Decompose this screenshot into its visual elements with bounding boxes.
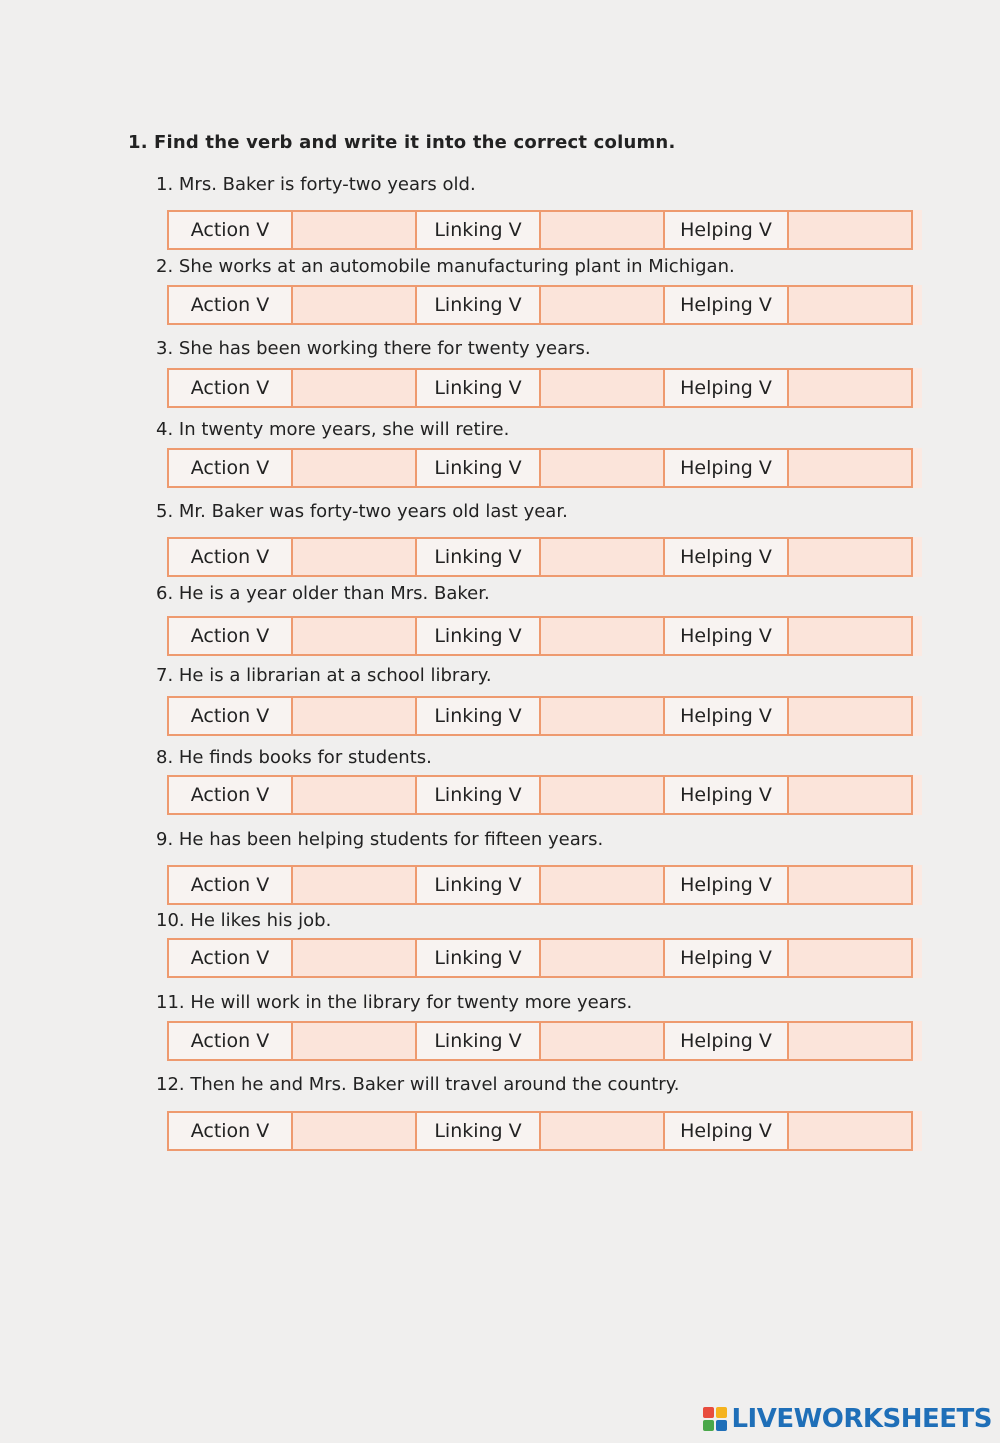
action-verb-answer-box[interactable] [291,368,417,408]
action-verb-label: Action V [167,448,293,488]
helping-verb-label: Helping V [663,448,789,488]
answer-row [167,368,922,408]
exercise-sentence: 4. In twenty more years, she will retire. [156,419,510,440]
linking-verb-label: Linking V [415,1021,541,1061]
helping-verb-label: Helping V [663,865,789,905]
logo-text: LIVEWORKSHEETS [731,1404,992,1434]
action-verb-answer-box[interactable] [291,210,417,250]
action-verb-label: Action V [167,616,293,656]
exercise-sentence: 2. She works at an automobile manufacturing plant in Michigan. [156,256,735,277]
linking-verb-label: Linking V [415,210,541,250]
action-verb-label: Action V [167,865,293,905]
exercise-sentence: 5. Mr. Baker was forty-two years old last year. [156,501,568,522]
helping-verb-label: Helping V [663,616,789,656]
linking-verb-label: Linking V [415,938,541,978]
linking-verb-answer-box[interactable] [539,1111,665,1151]
helping-verb-label: Helping V [663,1021,789,1061]
instruction-text: Find the verb and write it into the correct column. [154,132,676,153]
action-verb-label: Action V [167,775,293,815]
answer-row [167,537,922,577]
action-verb-answer-box[interactable] [291,938,417,978]
linking-verb-label: Linking V [415,616,541,656]
linking-verb-answer-box[interactable] [539,938,665,978]
exercise-sentence: 8. He finds books for students. [156,747,432,768]
helping-verb-answer-box[interactable] [787,865,913,905]
answer-row [167,696,922,736]
exercise-sentence: 3. She has been working there for twenty years. [156,338,591,359]
linking-verb-answer-box[interactable] [539,865,665,905]
helping-verb-label: Helping V [663,368,789,408]
answer-row [167,865,922,905]
action-verb-label: Action V [167,1021,293,1061]
action-verb-label: Action V [167,210,293,250]
exercise-sentence: 11. He will work in the library for twenty more years. [156,992,633,1013]
exercise-sentence: 10. He likes his job. [156,910,332,931]
action-verb-answer-box[interactable] [291,537,417,577]
helping-verb-answer-box[interactable] [787,1021,913,1061]
answer-row [167,448,922,488]
linking-verb-label: Linking V [415,285,541,325]
exercise-sentence: 9. He has been helping students for fifteen years. [156,829,604,850]
action-verb-label: Action V [167,537,293,577]
answer-row [167,616,922,656]
action-verb-answer-box[interactable] [291,865,417,905]
linking-verb-answer-box[interactable] [539,368,665,408]
linking-verb-label: Linking V [415,1111,541,1151]
linking-verb-answer-box[interactable] [539,1021,665,1061]
helping-verb-label: Helping V [663,537,789,577]
action-verb-answer-box[interactable] [291,775,417,815]
action-verb-answer-box[interactable] [291,1111,417,1151]
action-verb-answer-box[interactable] [291,1021,417,1061]
linking-verb-label: Linking V [415,775,541,815]
linking-verb-label: Linking V [415,696,541,736]
logo-square [716,1420,727,1431]
linking-verb-answer-box[interactable] [539,210,665,250]
action-verb-label: Action V [167,1111,293,1151]
exercise-sentence: 1. Mrs. Baker is forty-two years old. [156,174,476,195]
helping-verb-answer-box[interactable] [787,448,913,488]
helping-verb-answer-box[interactable] [787,696,913,736]
linking-verb-answer-box[interactable] [539,616,665,656]
instruction-heading [128,132,676,153]
exercise-sentence: 7. He is a librarian at a school library. [156,665,492,686]
helping-verb-answer-box[interactable] [787,210,913,250]
logo-square [703,1407,714,1418]
helping-verb-answer-box[interactable] [787,616,913,656]
linking-verb-label: Linking V [415,368,541,408]
action-verb-answer-box[interactable] [291,285,417,325]
helping-verb-label: Helping V [663,210,789,250]
linking-verb-label: Linking V [415,537,541,577]
answer-row [167,775,922,815]
instruction-number: 1. [128,132,148,153]
answer-row [167,1021,922,1061]
action-verb-label: Action V [167,368,293,408]
action-verb-label: Action V [167,285,293,325]
helping-verb-label: Helping V [663,696,789,736]
linking-verb-label: Linking V [415,865,541,905]
helping-verb-answer-box[interactable] [787,938,913,978]
action-verb-label: Action V [167,938,293,978]
answer-row [167,285,922,325]
helping-verb-answer-box[interactable] [787,1111,913,1151]
helping-verb-answer-box[interactable] [787,368,913,408]
helping-verb-label: Helping V [663,938,789,978]
linking-verb-answer-box[interactable] [539,696,665,736]
helping-verb-answer-box[interactable] [787,775,913,815]
action-verb-answer-box[interactable] [291,448,417,488]
action-verb-label: Action V [167,696,293,736]
exercise-sentence: 6. He is a year older than Mrs. Baker. [156,583,490,604]
answer-row [167,1111,922,1151]
linking-verb-answer-box[interactable] [539,285,665,325]
answer-row [167,938,922,978]
answer-row [167,210,922,250]
linking-verb-answer-box[interactable] [539,537,665,577]
action-verb-answer-box[interactable] [291,696,417,736]
logo-square [716,1407,727,1418]
linking-verb-answer-box[interactable] [539,448,665,488]
exercise-sentence: 12. Then he and Mrs. Baker will travel around the country. [156,1074,680,1095]
linking-verb-answer-box[interactable] [539,775,665,815]
liveworksheets-logo [703,1404,992,1434]
helping-verb-label: Helping V [663,285,789,325]
action-verb-answer-box[interactable] [291,616,417,656]
helping-verb-answer-box[interactable] [787,285,913,325]
linking-verb-label: Linking V [415,448,541,488]
helping-verb-label: Helping V [663,775,789,815]
helping-verb-label: Helping V [663,1111,789,1151]
helping-verb-answer-box[interactable] [787,537,913,577]
logo-square [703,1420,714,1431]
logo-mark-icon [703,1407,727,1431]
